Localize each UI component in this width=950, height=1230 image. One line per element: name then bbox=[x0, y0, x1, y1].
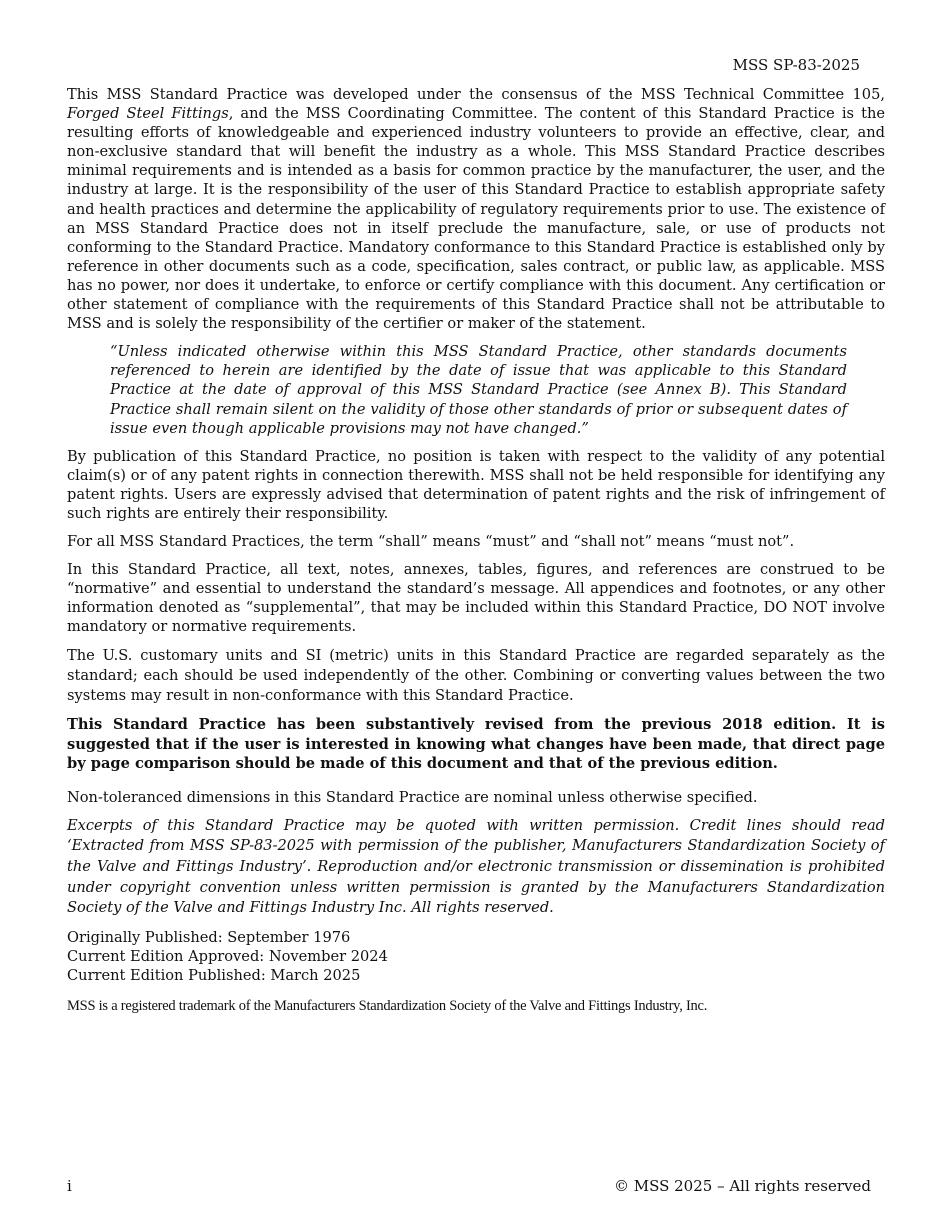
committee-title: Forged Steel Fittings bbox=[67, 105, 229, 123]
document-body bbox=[67, 85, 885, 1016]
tolerance-paragraph: Non-toleranced dimensions in this Standard Practice are nominal unless otherwise specified. bbox=[67, 788, 758, 806]
originally-published: Originally Published: September 1976 bbox=[67, 928, 351, 946]
revision-notice: This Standard Practice has been substantively revised from the previous 2018 edition. It is suggested that if the user is interested in knowing what changes have been made, that direct page by page comparison should be made of this document and that of the previous edition. bbox=[67, 716, 885, 772]
page-number: i bbox=[67, 1177, 72, 1195]
units-paragraph: The U.S. customary units and SI (metric) units in this Standard Practice are regarded separately as the standard; each should be used independently of the other. Combining or converting values between the two systems may result in non-conformance with this Standard Practice. bbox=[67, 646, 885, 705]
publication-history bbox=[67, 928, 885, 985]
normative-paragraph: In this Standard Practice, all text, notes, annexes, tables, figures, and references are construed to be “normative” and essential to understand the standard’s message. All appendices and footnotes, or any other information denoted as “supplemental”, that may be included within this Standard Practice, DO NOT involve mandatory or normative requirements. bbox=[67, 561, 885, 636]
shall-definition: For all MSS Standard Practices, the term “shall” means “must” and “shall not” means “must not”. bbox=[67, 533, 795, 551]
trademark-notice: MSS is a registered trademark of the Manufacturers Standardization Society of the Valve and Fittings Industry, Inc. bbox=[67, 998, 708, 1015]
edition-published: Current Edition Published: March 2025 bbox=[67, 966, 361, 984]
document-id: MSS SP-83-2025 bbox=[732, 56, 860, 74]
excerpts-paragraph: Excerpts of this Standard Practice may be quoted with written permission. Credit lines should read ‘Extracted from MSS SP-83-2025 with permission of the publisher, Manufacturers Standardization Society of the Valve and Fittings Industry’. Reproduction and/or electronic transmission or dissemination is prohibited under copyright convention unless written permission is granted by the Manufacturers Standardization Society of the Valve and Fittings Industry Inc. All rights reserved. bbox=[67, 816, 885, 917]
copyright-notice: © MSS 2025 – All rights reserved bbox=[613, 1177, 871, 1195]
edition-approved: Current Edition Approved: November 2024 bbox=[67, 947, 388, 965]
patent-paragraph: By publication of this Standard Practice, no position is taken with respect to the validity of any potential claim(s) or of any patent rights in connection therewith. MSS shall not be held responsible for identifying any patent rights. Users are expressly advised that determination of patent rights and the risk of infringement of such rights are entirely their responsibility. bbox=[67, 447, 885, 522]
intro-paragraph bbox=[67, 85, 885, 333]
reference-quote: “Unless indicated otherwise within this MSS Standard Practice, other standards documents referenced to herein are identified by the date of issue that was applicable to this Standard Practice at the date of approval of this MSS Standard Practice (see Annex B). This Standard Practice shall remain silent on the validity of those other standards of prior or subsequent dates of issue even though applicable provisions may not have changed.” bbox=[110, 343, 847, 437]
intro-text-part2: , and the MSS Coordinating Committee. The content of this Standard Practice is the resulting efforts of knowledgeable and experienced industry volunteers to provide an effective, clear, and non-exclusive standard that will benefit the industry as a whole. This MSS Standard Practice describes minimal requirements and is intended as a basis for common practice by the manufacturer, the user, and the industry at large. It is the responsibility of the user of this Standard Practice to establish appropriate safety and health practices and determine the applicability of regulatory requirements prior to use. The existence of an MSS Standard Practice does not in itself preclude the manufacture, sale, or use of products not conforming to the Standard Practice. Mandatory conformance to this Standard Practice is established only by reference in other documents such as a code, specification, sales contract, or public law, as applicable. MSS has no power, nor does it undertake, to enforce or certify compliance with this document. Any certification or other statement of compliance with the requirements of this Standard Practice shall not be attributable to MSS and is solely the responsibility of the certifier or maker of the statement. bbox=[67, 105, 885, 333]
intro-text-part1: This MSS Standard Practice was developed under the consensus of the MSS Technical Committee 105, bbox=[67, 86, 885, 103]
